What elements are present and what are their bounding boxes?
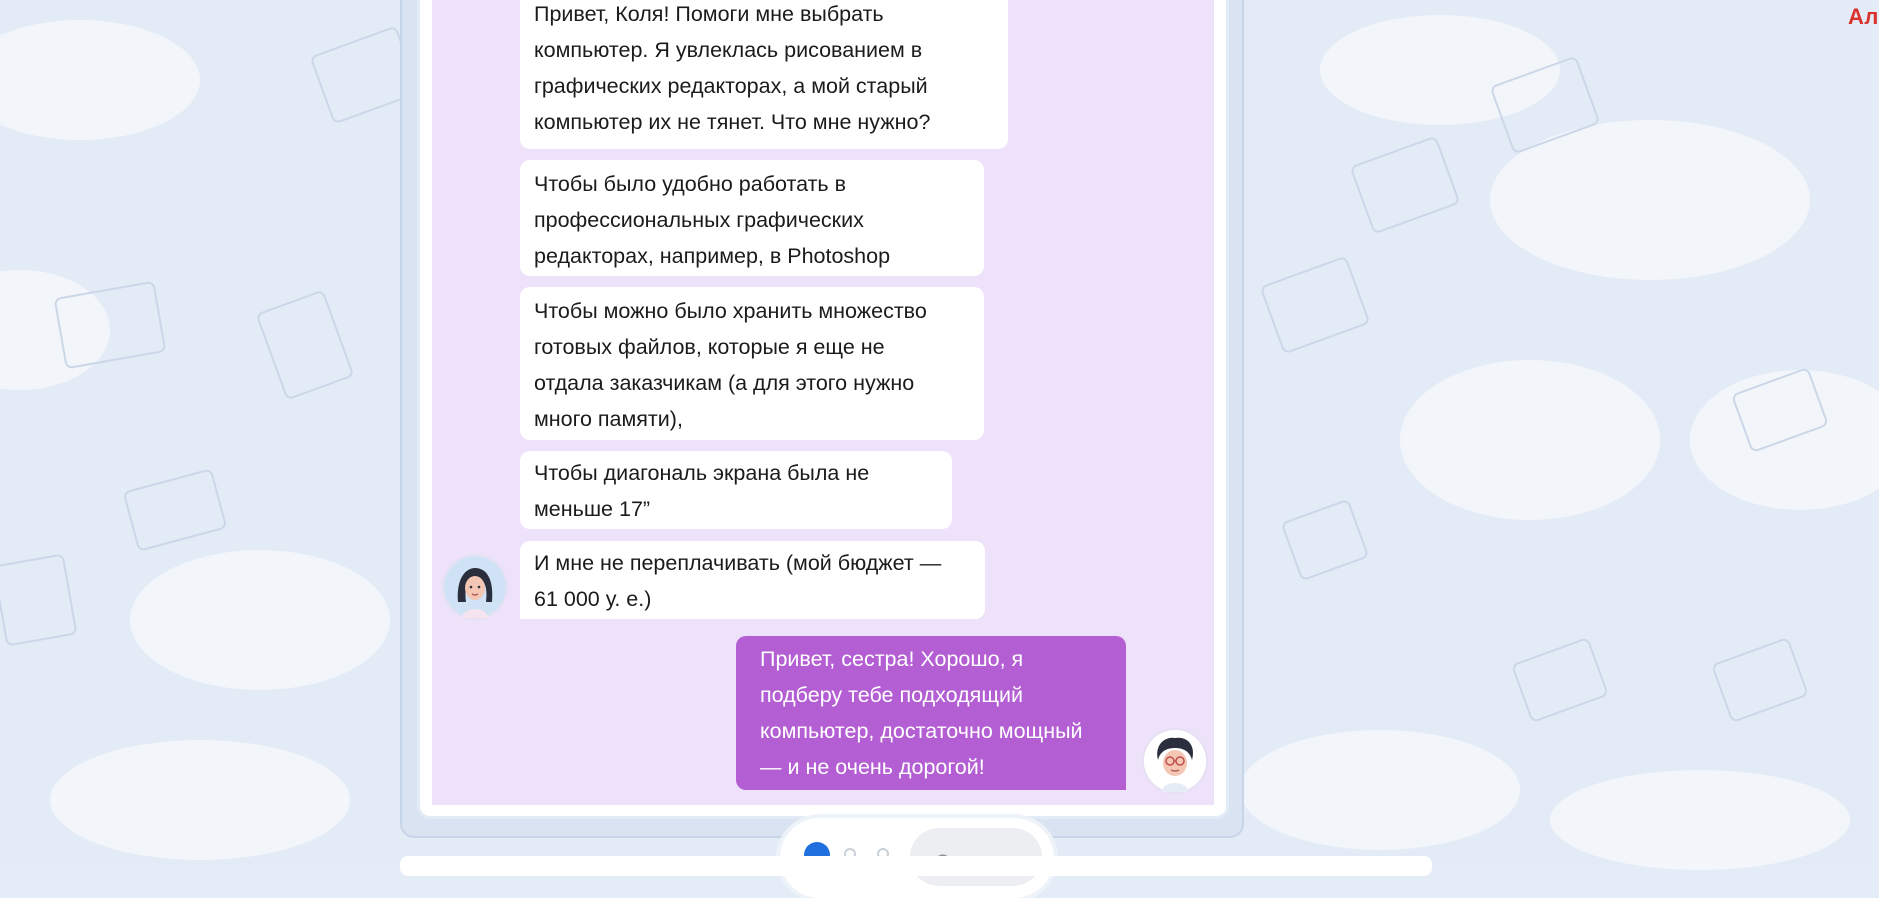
bottom-card [400,856,1432,876]
incoming-message: Чтобы можно было хранить множество готовых файлов, которые я еще не отдала заказчикам (а для этого нужно много памяти), [520,287,984,440]
girl-avatar-icon [444,556,506,618]
incoming-message: Чтобы было удобно работать в профессиональных графических редакторах, например, в Photoshop [520,160,984,276]
corner-partial-text: Ал [1848,4,1879,29]
incoming-message: Привет, Коля! Помоги мне выбрать компьютер. Я увлеклась рисованием в графических редакторах, а мой старый компьютер их не тянет. Что мне нужно? [520,0,1008,149]
outgoing-message: Привет, сестра! Хорошо, я подберу тебе подходящий компьютер, достаточно мощный — и не очень дорогой! [736,636,1126,790]
chat-area[interactable] [432,0,1214,805]
incoming-message: Чтобы диагональ экрана была не меньше 17” [520,451,952,529]
incoming-message: И мне не переплачивать (мой бюджет — 61 000 у. е.) [520,541,985,619]
boy-avatar-icon [1144,730,1206,792]
